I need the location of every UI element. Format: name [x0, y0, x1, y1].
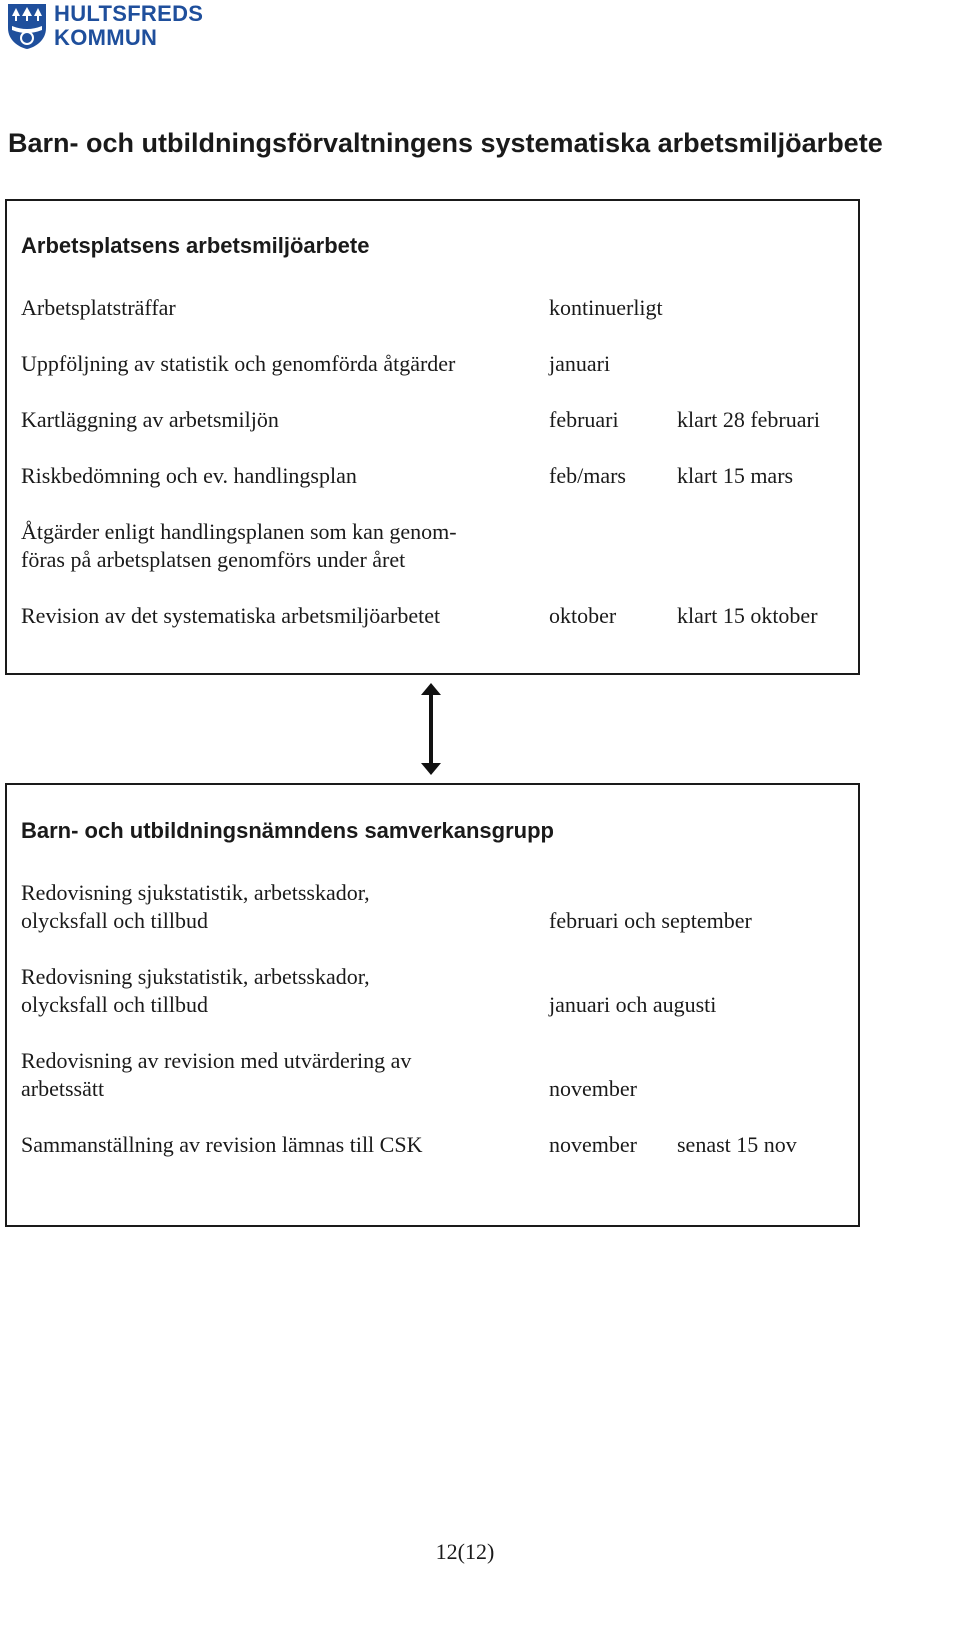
- logo-line-2: KOMMUN: [54, 25, 158, 50]
- committee-section-box: [5, 783, 860, 1227]
- section-heading: Barn- och utbildningsnämndens samverkansgrupp: [21, 818, 554, 843]
- logo-line-1: HULTSFREDS: [54, 1, 204, 26]
- activity-text: Sammanställning av revision lämnas till CSK: [21, 1132, 423, 1157]
- page-number: 12(12): [435, 1539, 495, 1564]
- timing-text: januari: [549, 351, 611, 376]
- shield-crest-icon: [6, 2, 48, 50]
- activity-text: Kartläggning av arbetsmiljön: [21, 407, 279, 432]
- timing-text: feb/mars: [549, 463, 626, 488]
- deadline-text: klart 15 mars: [677, 463, 794, 488]
- timing-text: oktober: [549, 603, 617, 628]
- municipality-logo: [6, 2, 203, 50]
- activity-text: Revision av det systematiska arbetsmiljöarbetet: [21, 603, 441, 628]
- timing-text: februari och september: [549, 908, 752, 933]
- workplace-section-box: [5, 199, 860, 675]
- timing-text: januari och augusti: [549, 992, 717, 1017]
- logo-wordmark: [54, 2, 203, 50]
- activity-text: Åtgärder enligt handlingsplanen som kan genom- föras på arbetsplatsen genomförs under året: [21, 519, 457, 572]
- activity-text: Riskbedömning och ev. handlingsplan: [21, 463, 357, 488]
- timing-text: november: [549, 1076, 637, 1101]
- activity-text: Uppföljning av statistik och genomförda åtgärder: [21, 351, 456, 376]
- double-arrow-vertical-icon: [420, 683, 442, 775]
- timing-text: november: [549, 1132, 637, 1157]
- activity-text: Redovisning sjukstatistik, arbetsskador, olycksfall och tillbud: [21, 880, 370, 933]
- timing-text: februari: [549, 407, 619, 432]
- activity-text: Arbetsplatsträffar: [21, 295, 176, 320]
- document-title: Barn- och utbildningsförvaltningens systematiska arbetsmiljöarbete: [8, 128, 883, 158]
- deadline-text: klart 15 oktober: [677, 603, 818, 628]
- deadline-text: senast 15 nov: [677, 1132, 797, 1157]
- timing-text: kontinuerligt: [549, 295, 663, 320]
- section-heading: Arbetsplatsens arbetsmiljöarbete: [21, 233, 370, 258]
- activity-text: Redovisning av revision med utvärdering av arbetssätt: [21, 1048, 412, 1101]
- activity-text: Redovisning sjukstatistik, arbetsskador, olycksfall och tillbud: [21, 964, 370, 1017]
- deadline-text: klart 28 februari: [677, 407, 820, 432]
